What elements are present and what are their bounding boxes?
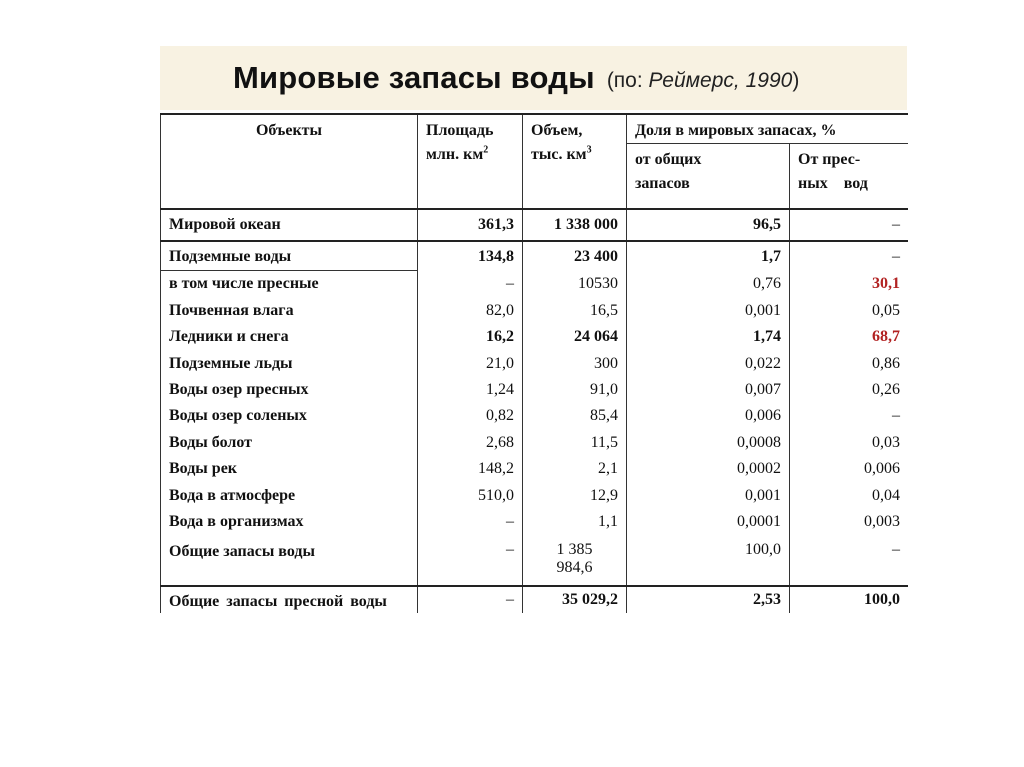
row-area: 148,2 xyxy=(418,456,523,482)
row-share-total: 0,001 xyxy=(627,483,790,509)
row-share-total: 1,7 xyxy=(627,241,790,271)
header-share-total-line1: от общих xyxy=(635,151,702,168)
row-share-fresh: – xyxy=(790,535,909,586)
table-row xyxy=(161,535,909,586)
header-share-fresh-line2: ных вод xyxy=(798,175,868,192)
row-share-total: 0,001 xyxy=(627,298,790,324)
header-area-line1: Площадь xyxy=(426,122,494,139)
header-volume-line2: тыс. км xyxy=(531,146,587,163)
table-row xyxy=(161,241,909,271)
row-volume: 2,1 xyxy=(523,456,627,482)
row-volume: 16,5 xyxy=(523,298,627,324)
row-area: 361,3 xyxy=(418,209,523,241)
row-share-total: 2,53 xyxy=(627,586,790,613)
title-source xyxy=(607,69,800,93)
header-volume-line1: Объем, xyxy=(531,122,583,139)
row-share-total: 0,022 xyxy=(627,351,790,377)
row-share-total: 0,0001 xyxy=(627,509,790,535)
water-reserves-table xyxy=(160,113,908,613)
row-name: Вода в атмосфере xyxy=(161,483,418,509)
title-source-author: Реймерс, 1990 xyxy=(648,69,793,92)
row-volume: 85,4 xyxy=(523,403,627,429)
title-source-close: ) xyxy=(792,69,800,92)
water-reserves-table-wrapper xyxy=(160,113,908,613)
row-share-total: 0,0008 xyxy=(627,430,790,456)
row-area: 134,8 xyxy=(418,241,523,271)
table-row xyxy=(161,586,909,613)
table-row xyxy=(161,430,909,456)
row-volume: 12,9 xyxy=(523,483,627,509)
table-row xyxy=(161,377,909,403)
row-volume: 11,5 xyxy=(523,430,627,456)
row-area: – xyxy=(418,271,523,298)
row-share-total: 1,74 xyxy=(627,324,790,350)
header-area-line2: млн. км xyxy=(426,146,484,163)
header-share: Доля в мировых запасах, % xyxy=(627,114,909,144)
row-share-total: 0,007 xyxy=(627,377,790,403)
row-area: – xyxy=(418,509,523,535)
row-name: Воды рек xyxy=(161,456,418,482)
header-share-fresh xyxy=(790,144,909,210)
row-name: Подземные льды xyxy=(161,351,418,377)
header-share-total xyxy=(627,144,790,210)
row-share-fresh: – xyxy=(790,241,909,271)
row-volume: 1 338 000 xyxy=(523,209,627,241)
header-share-fresh-line1: От прес- xyxy=(798,151,861,168)
row-name: Мировой океан xyxy=(161,209,418,241)
row-share-total: 100,0 xyxy=(627,535,790,586)
header-objects: Объекты xyxy=(161,114,418,209)
table-row xyxy=(161,456,909,482)
row-share-fresh: 30,1 xyxy=(790,271,909,298)
row-volume: 91,0 xyxy=(523,377,627,403)
row-name: Воды озер соленых xyxy=(161,403,418,429)
row-volume: 10530 xyxy=(523,271,627,298)
row-volume: 23 400 xyxy=(523,241,627,271)
row-volume: 24 064 xyxy=(523,324,627,350)
row-share-fresh: 0,05 xyxy=(790,298,909,324)
row-share-total: 0,76 xyxy=(627,271,790,298)
row-area: 2,68 xyxy=(418,430,523,456)
row-volume: 300 xyxy=(523,351,627,377)
row-share-total: 0,0002 xyxy=(627,456,790,482)
table-header xyxy=(161,114,909,209)
title-source-open: (по: xyxy=(606,69,649,92)
row-name: Воды болот xyxy=(161,430,418,456)
row-area: 16,2 xyxy=(418,324,523,350)
row-volume xyxy=(523,535,627,586)
row-name: Почвенная влага xyxy=(161,298,418,324)
row-area: 82,0 xyxy=(418,298,523,324)
row-area: 0,82 xyxy=(418,403,523,429)
header-volume-sup: 3 xyxy=(586,144,592,156)
row-share-fresh: 0,03 xyxy=(790,430,909,456)
table-row xyxy=(161,271,909,298)
row-share-fresh: 0,006 xyxy=(790,456,909,482)
row-volume-line1: 1 385 xyxy=(556,541,593,559)
table-row xyxy=(161,403,909,429)
row-area: 510,0 xyxy=(418,483,523,509)
row-share-fresh: 0,86 xyxy=(790,351,909,377)
row-name: Общие запасы пресной воды xyxy=(161,586,418,613)
row-share-fresh: 100,0 xyxy=(790,586,909,613)
header-volume xyxy=(523,114,627,209)
row-share-fresh: 68,7 xyxy=(790,324,909,350)
row-volume: 35 029,2 xyxy=(523,586,627,613)
row-share-fresh: – xyxy=(790,209,909,241)
row-share-fresh: – xyxy=(790,403,909,429)
header-area xyxy=(418,114,523,209)
row-name: Воды озер пресных xyxy=(161,377,418,403)
row-area: 1,24 xyxy=(418,377,523,403)
row-share-fresh: 0,26 xyxy=(790,377,909,403)
row-area: – xyxy=(418,586,523,613)
row-name: Вода в организмах xyxy=(161,509,418,535)
row-volume-line2: 984,6 xyxy=(556,559,593,577)
header-area-sup: 2 xyxy=(483,144,489,156)
table-row xyxy=(161,298,909,324)
row-name: в том числе пресные xyxy=(161,271,418,298)
row-share-fresh: 0,04 xyxy=(790,483,909,509)
row-name: Общие запасы воды xyxy=(161,535,418,586)
row-name: Ледники и снега xyxy=(161,324,418,350)
row-area: – xyxy=(418,535,523,586)
table-row xyxy=(161,351,909,377)
header-share-total-line2: запасов xyxy=(635,175,690,192)
row-share-fresh: 0,003 xyxy=(790,509,909,535)
row-share-total: 0,006 xyxy=(627,403,790,429)
table-row xyxy=(161,483,909,509)
title-banner xyxy=(160,46,907,110)
table-body xyxy=(161,209,909,613)
table-row xyxy=(161,324,909,350)
row-share-total: 96,5 xyxy=(627,209,790,241)
header-row-1 xyxy=(161,114,909,144)
table-row xyxy=(161,209,909,241)
row-area: 21,0 xyxy=(418,351,523,377)
page-title: Мировые запасы воды xyxy=(233,60,595,95)
table-row xyxy=(161,509,909,535)
row-name: Подземные воды xyxy=(161,241,418,271)
row-volume: 1,1 xyxy=(523,509,627,535)
